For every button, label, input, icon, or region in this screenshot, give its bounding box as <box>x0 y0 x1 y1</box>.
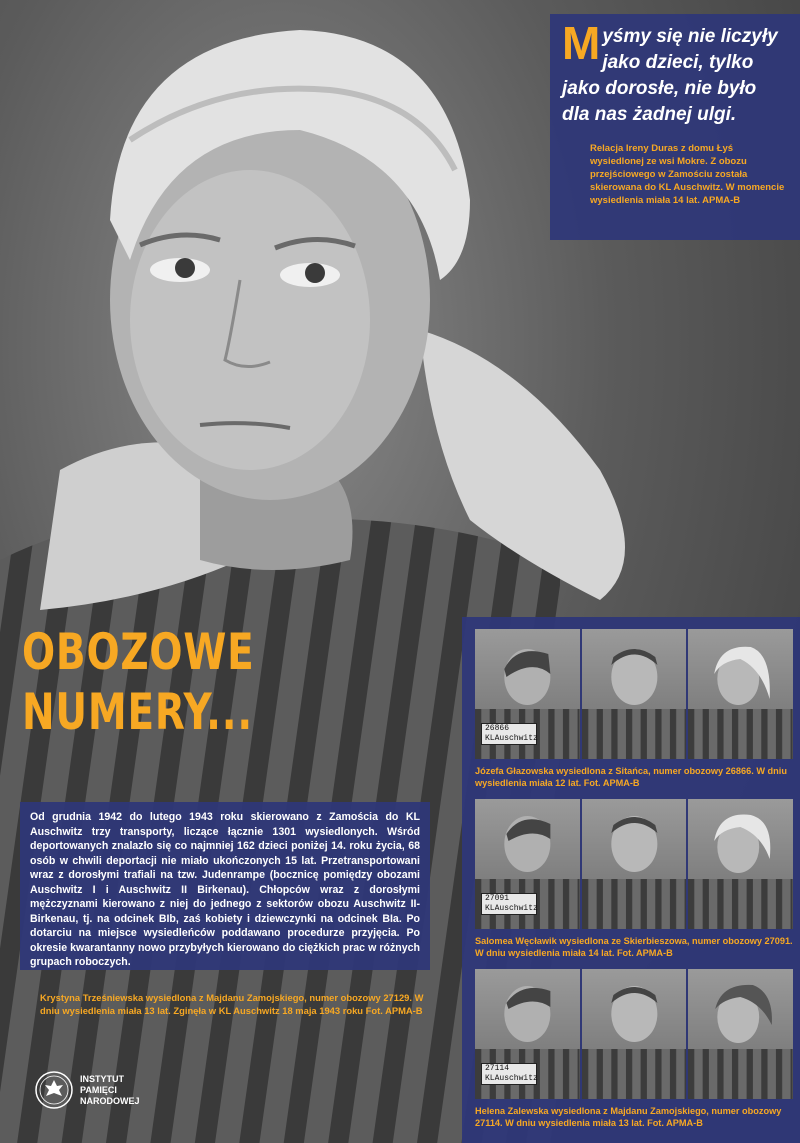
eagle-emblem-icon <box>34 1070 74 1110</box>
mugshot-row-2 <box>475 799 793 929</box>
mugshot-headscarf <box>688 629 793 759</box>
plate-label: KLAuschwitz <box>485 904 538 913</box>
quote-body: yśmy się nie liczyły jako dzieci, tylko jako dorosłe, nie było dla nas żadnej ulgi. <box>562 26 778 125</box>
mugshot-profile <box>475 799 580 929</box>
page-title <box>22 622 256 742</box>
mugshot-caption-2: Salomea Węcławik wysiedlona ze Skierbieszowa, numer obozowy 27091. W dniu wysiedlenia miała 14 lat. Fot. APMA-B <box>475 936 793 958</box>
quote-text <box>562 17 788 128</box>
body-panel <box>20 802 430 970</box>
prisoner-plate <box>481 723 537 745</box>
logo-text <box>80 1074 140 1107</box>
mugshot-column <box>462 617 800 1143</box>
prisoner-plate <box>481 893 537 915</box>
title-line-2: NUMERY... <box>22 683 253 741</box>
plate-number: 27114 <box>485 1064 510 1073</box>
plate-label: KLAuschwitz <box>485 734 538 743</box>
mugshot-front <box>582 969 687 1099</box>
mugshot-headscarf <box>688 969 793 1099</box>
prisoner-plate <box>481 1063 537 1085</box>
plate-number: 27091 <box>485 894 510 903</box>
mugshot-front <box>582 629 687 759</box>
quote-initial-letter: M <box>562 17 601 69</box>
title-line-1: OBOZOWE <box>22 623 255 681</box>
mugshot-row-1 <box>475 629 793 759</box>
quote-source: Relacja Ireny Duras z domu Łyś wysiedlonej ze wsi Mokre. Z obozu przejściowego w Zamościu została skierowana do KL Auschwitz. W momencie wysiedlenia miała 14 lat. APMA-B <box>590 143 785 206</box>
logo-line-3: NARODOWEJ <box>80 1095 140 1106</box>
mugshot-headscarf <box>688 799 793 929</box>
mugshot-profile <box>475 629 580 759</box>
body-paragraph: Od grudnia 1942 do lutego 1943 roku skierowano z Zamościa do KL Auschwitz trzy transporty, liczące łącznie 1301 wysiedlonych. Wśród deportowanych znalazło się co najmniej 162 dzieci poniżej 14. roku życia, 68 osób w chwili deportacji nie miało ukończonych 15 lat. Przetransportowani wraz z dorosłymi trafiali na tzw. Judenrampe (bocznicę pomiędzy obozami Auschwitz I i Auschwitz II Birkenau). Chłopców wraz z dorosłymi mężczyznami kierowano z niej do jednego z sektorów obozu Auschwitz II-Birkenau, tj. na odcinek BIb, zaś kobiety i dziewczynki na odcinek BIa. Po dotarciu na miejsce wysiedleńców poddawano procedurze przyjęcia. Po okresie kwarantanny nowo przybyłych kierowano do ciężkich prac w różnych grupach roboczych. <box>30 811 420 968</box>
main-photo-caption: Krystyna Trześniewska wysiedlona z Majdanu Zamojskiego, numer obozowy 27129. W dniu wysiedlenia miała 13 lat. Zginęła w KL Auschwitz 18 maja 1943 roku Fot. APMA-B <box>40 992 424 1016</box>
mugshot-caption-3: Helena Zalewska wysiedlona z Majdanu Zamojskiego, numer obozowy 27114. W dniu wysiedlenia miała 13 lat. Fot. APMA-B <box>475 1106 782 1128</box>
ipn-logo <box>34 1070 140 1110</box>
mugshot-front <box>582 799 687 929</box>
plate-number: 26866 <box>485 724 510 733</box>
plate-label: KLAuschwitz <box>485 1074 538 1083</box>
mugshot-caption-1: Józefa Głazowska wysiedlona z Sitańca, numer obozowy 26866. W dniu wysiedlenia miała 12 lat. Fot. APMA-B <box>475 766 787 788</box>
mugshot-row-3 <box>475 969 793 1099</box>
quote-panel <box>550 14 800 240</box>
mugshot-profile <box>475 969 580 1099</box>
logo-line-1: INSTYTUT <box>80 1073 124 1084</box>
logo-line-2: PAMIĘCI <box>80 1084 117 1095</box>
